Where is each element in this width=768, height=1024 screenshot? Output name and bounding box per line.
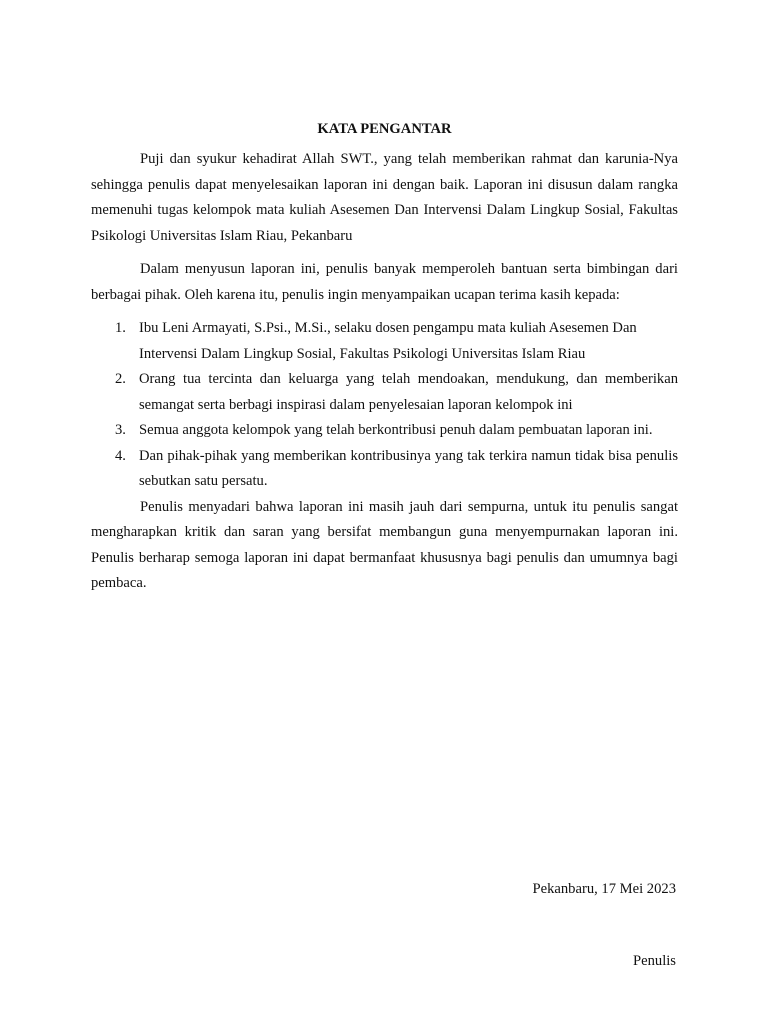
list-item-number: 4. xyxy=(115,447,126,464)
list-item-number: 3. xyxy=(115,422,126,438)
list-item-text: Semua anggota kelompok yang telah berkontribusi penuh dalam pembuatan laporan ini. xyxy=(139,422,653,438)
acknowledgement-list xyxy=(91,316,678,495)
paragraph-opening: Puji dan syukur kehadirat Allah SWT., yang telah memberikan rahmat dan karunia-Nya sehingga penulis dapat menyelesaikan laporan ini dengan baik. Laporan ini disusun dalam rangka memenuhi tugas kelompok mata kuliah Asesemen Dan Intervensi Dalam Lingkup Sosial, Fakultas Psikologi Universitas Islam Riau, Pekanbaru xyxy=(91,151,678,244)
signature-name: Penulis xyxy=(633,953,676,969)
list-item-text: Ibu Leni Armayati, S.Psi., M.Si., selaku dosen pengampu mata kuliah Asesemen Dan Intervensi Dalam Lingkup Sosial, Fakultas Psikologi Universitas Islam Riau xyxy=(139,320,637,362)
list-item-text: Dan pihak-pihak yang memberikan kontribusinya yang tak terkira namun tidak bisa penulis sebutkan satu persatu. xyxy=(139,447,678,489)
list-item-number: 2. xyxy=(115,371,126,387)
list-item-text: Orang tua tercinta dan keluarga yang telah mendoakan, mendukung, dan memberikan semangat serta berbagi inspirasi dalam penyelesaian laporan kelompok ini xyxy=(139,371,678,413)
list-item xyxy=(91,316,678,367)
place-date: Pekanbaru, 17 Mei 2023 xyxy=(532,881,676,897)
list-item xyxy=(91,444,678,495)
list-item xyxy=(91,367,678,418)
paragraph-acknowledgement-intro: Dalam menyusun laporan ini, penulis banyak memperoleh bantuan serta bimbingan dari berbagai pihak. Oleh karena itu, penulis ingin menyampaikan ucapan terima kasih kepada: xyxy=(91,261,678,303)
list-item-number: 1. xyxy=(115,320,126,336)
document-body xyxy=(91,119,678,597)
page-title: KATA PENGANTAR xyxy=(317,121,452,137)
paragraph-closing: Penulis menyadari bahwa laporan ini masih jauh dari sempurna, untuk itu penulis sangat mengharapkan kritik dan saran yang bersifat membangun guna menyempurnakan laporan ini. Penulis berharap semoga laporan ini dapat bermanfaat khususnya bagi penulis dan umumnya bagi pembaca. xyxy=(91,498,678,591)
list-item xyxy=(91,418,678,444)
